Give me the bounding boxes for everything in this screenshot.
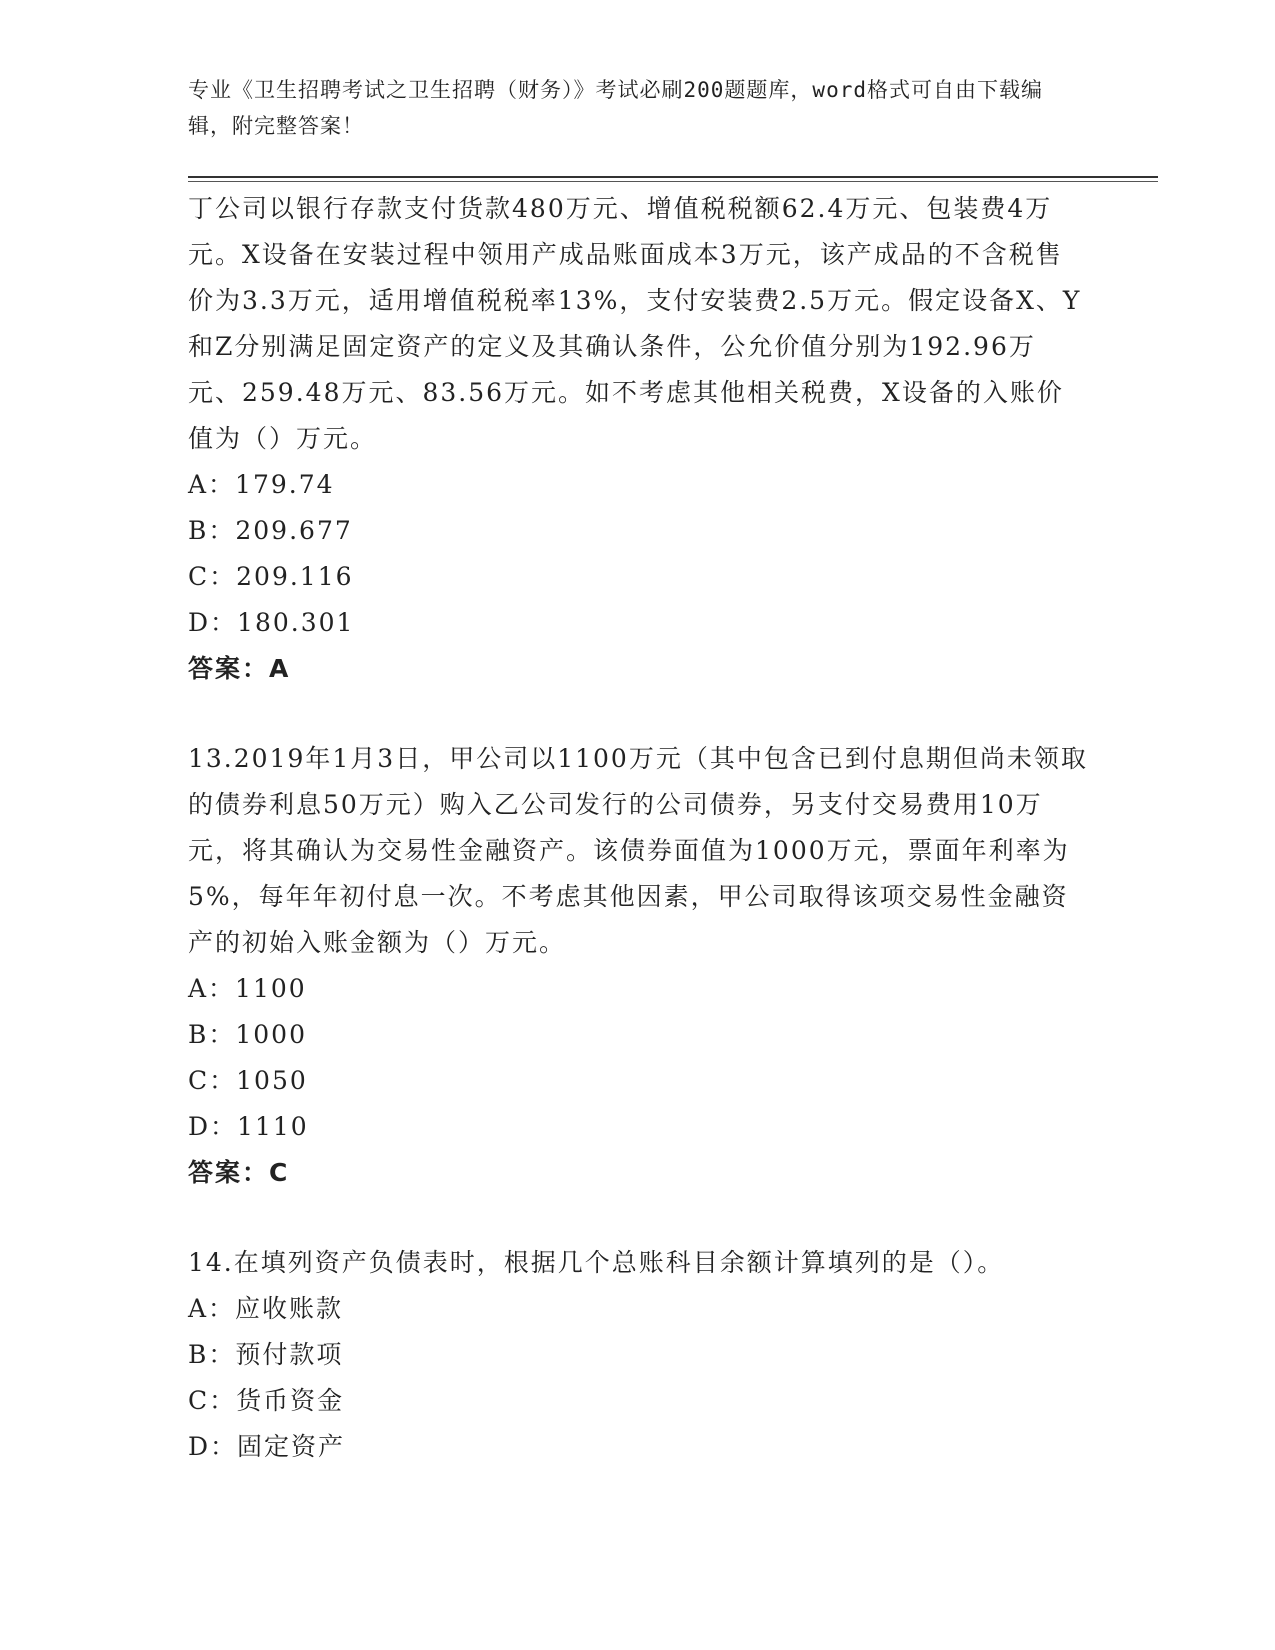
- option-b: B：1000: [188, 1020, 307, 1049]
- question-14: [188, 1240, 1088, 1470]
- option-a: A：1100: [188, 974, 307, 1003]
- option-d: D：1110: [188, 1112, 309, 1141]
- question-12: [188, 186, 1088, 692]
- option-b: B：209.677: [188, 516, 353, 545]
- option-d: D：180.301: [188, 608, 355, 637]
- option-c: C：货币资金: [188, 1386, 345, 1415]
- option-a: A：应收账款: [188, 1294, 344, 1323]
- spacer: [188, 1196, 1088, 1240]
- question-13: [188, 736, 1088, 1196]
- header-divider-thick: [188, 176, 1158, 178]
- option-c: C：209.116: [188, 562, 354, 591]
- option-c: C：1050: [188, 1066, 308, 1095]
- spacer: [188, 692, 1088, 736]
- option-d: D：固定资产: [188, 1432, 346, 1461]
- document-header: 专业《卫生招聘考试之卫生招聘（财务）》考试必刷200题题库，word格式可自由下载编辑，附完整答案！: [188, 78, 1043, 138]
- document-body: [188, 186, 1088, 1470]
- header-divider-thin: [188, 181, 1158, 182]
- question-stem: 14.在填列资产负债表时，根据几个总账科目余额计算填列的是（）。: [188, 1248, 1005, 1277]
- answer-label: 答案：A: [188, 654, 291, 683]
- option-b: B：预付款项: [188, 1340, 344, 1369]
- question-stem: 丁公司以银行存款支付货款480万元、增值税税额62.4万元、包装费4万元。X设备在安装过程中领用产成品账面成本3万元，该产成品的不含税售价为3.3万元，适用增值税税率13%，支付安装费2.5万元。假定设备X、Y和Z分别满足固定资产的定义及其确认条件，公允价值分别为192.96万元、259.48万元、83.56万元。如不考虑其他相关税费，X设备的入账价值为（）万元。: [188, 194, 1082, 453]
- option-a: A：179.74: [188, 470, 335, 499]
- answer-label: 答案：C: [188, 1158, 290, 1187]
- question-stem: 13.2019年1月3日，甲公司以1100万元（其中包含已到付息期但尚未领取的债券利息50万元）购入乙公司发行的公司债券，另支付交易费用10万元，将其确认为交易性金融资产。该债券面值为1000万元，票面年利率为5%，每年年初付息一次。不考虑其他因素，甲公司取得该项交易性金融资产的初始入账金额为（）万元。: [188, 744, 1088, 957]
